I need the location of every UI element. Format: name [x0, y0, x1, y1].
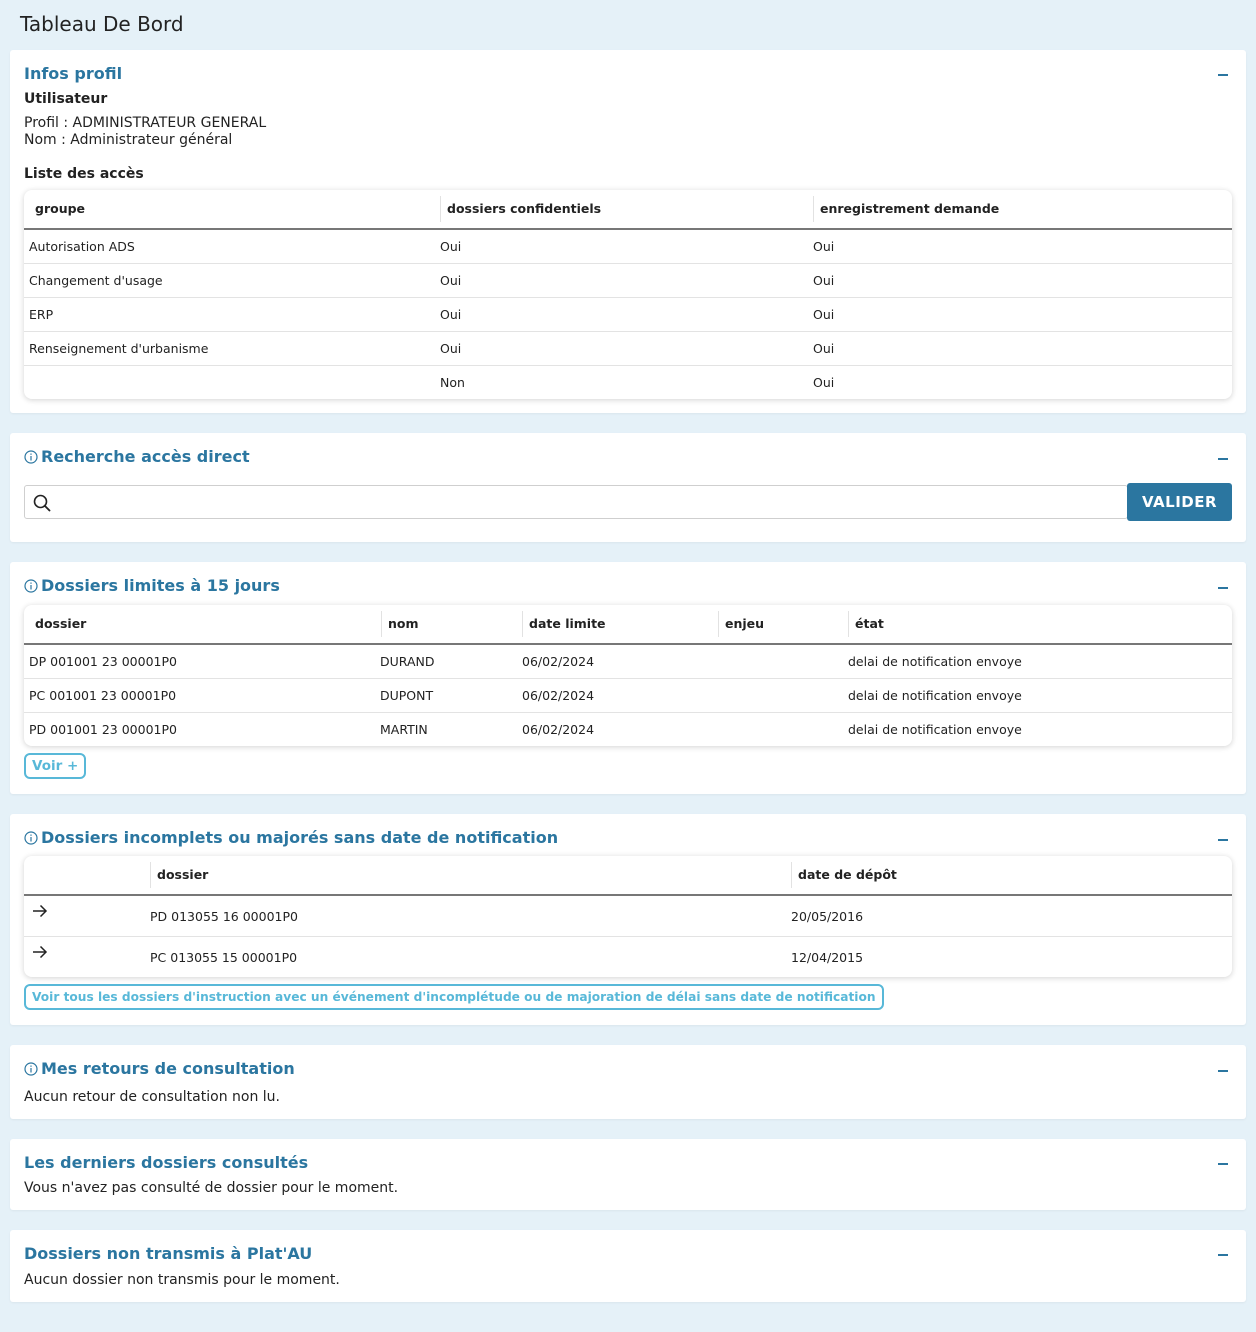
arrow-right-icon[interactable]: [32, 904, 48, 918]
collapse-recherche-button[interactable]: [1218, 458, 1228, 460]
table-header: [24, 605, 1232, 645]
table-row[interactable]: [24, 645, 1232, 679]
collapse-derniers-button[interactable]: [1218, 1163, 1228, 1165]
recherche-title: Recherche accès direct: [41, 447, 250, 466]
platau-panel: [10, 1230, 1246, 1302]
table-cell: DURAND: [380, 654, 435, 669]
table-cell: Autorisation ADS: [29, 239, 135, 254]
collapse-platau-button[interactable]: [1218, 1254, 1228, 1256]
table-cell: 06/02/2024: [522, 654, 595, 669]
info-icon: [24, 579, 38, 593]
table-cell: Oui: [440, 341, 462, 356]
table-header: [24, 856, 1232, 896]
table-row: [24, 332, 1232, 366]
collapse-incomplets-button[interactable]: [1218, 839, 1228, 841]
table-cell: delai de notification envoye: [848, 722, 1022, 737]
retours-title: Mes retours de consultation: [41, 1059, 295, 1078]
column-header: dossiers confidentiels: [440, 196, 601, 222]
search-field[interactable]: [24, 485, 1128, 519]
table-cell: 06/02/2024: [522, 688, 595, 703]
dossiers-incomplets-panel: [10, 814, 1246, 1025]
table-row[interactable]: [24, 713, 1232, 746]
acces-table: [24, 190, 1232, 399]
table-cell: Oui: [440, 239, 462, 254]
table-header: [24, 190, 1232, 230]
retours-consultation-panel: [10, 1045, 1246, 1119]
column-header: dossier: [35, 616, 87, 631]
table-cell: 12/04/2015: [791, 950, 864, 965]
platau-message: Aucun dossier non transmis pour le moment.: [24, 1272, 340, 1288]
column-header: nom: [381, 611, 419, 637]
incomplets-table: [24, 856, 1232, 977]
nom-line: Nom : Administrateur général: [24, 132, 233, 148]
table-cell: PC 013055 15 00001P0: [150, 950, 298, 965]
table-row: [24, 366, 1232, 399]
table-row: [24, 230, 1232, 264]
table-cell: Oui: [813, 273, 835, 288]
infos-profil-panel: [10, 50, 1246, 413]
limites-title-wrap: [24, 576, 280, 595]
column-header: dossier: [150, 862, 208, 888]
table-cell: Oui: [813, 341, 835, 356]
collapse-infos-profil-button[interactable]: [1218, 74, 1228, 76]
column-header: [29, 856, 35, 894]
arrow-right-icon[interactable]: [32, 945, 48, 959]
table-cell: Oui: [813, 239, 835, 254]
incomplets-title-wrap: [24, 828, 558, 847]
voir-plus-button[interactable]: Voir +: [24, 753, 86, 779]
search-input[interactable]: [61, 490, 1121, 514]
table-cell: PD 013055 16 00001P0: [150, 909, 298, 924]
column-header: état: [848, 611, 884, 637]
info-icon: [24, 831, 38, 845]
table-cell: delai de notification envoye: [848, 688, 1022, 703]
search-icon: [33, 494, 51, 512]
info-icon: [24, 450, 38, 464]
utilisateur-heading: Utilisateur: [24, 91, 108, 107]
table-row[interactable]: [24, 937, 1232, 977]
table-cell: 06/02/2024: [522, 722, 595, 737]
table-cell: PD 001001 23 00001P0: [29, 722, 177, 737]
table-cell: Renseignement d'urbanisme: [29, 341, 209, 356]
profil-line: Profil : ADMINISTRATEUR GENERAL: [24, 115, 267, 131]
voir-tous-dossiers-button[interactable]: Voir tous les dossiers d'instruction avec un événement d'incomplétude ou de majoration de délai sans date de notification: [24, 984, 884, 1010]
column-header: enregistrement demande: [813, 196, 999, 222]
derniers-dossiers-panel: [10, 1139, 1246, 1210]
column-header: date limite: [522, 611, 606, 637]
table-cell: Non: [440, 375, 465, 390]
table-cell: DP 001001 23 00001P0: [29, 654, 177, 669]
collapse-limites-button[interactable]: [1218, 587, 1228, 589]
table-row: [24, 264, 1232, 298]
table-cell: Oui: [813, 307, 835, 322]
table-cell: delai de notification envoye: [848, 654, 1022, 669]
table-cell: Oui: [440, 273, 462, 288]
limites-table: [24, 605, 1232, 746]
derniers-message: Vous n'avez pas consulté de dossier pour le moment.: [24, 1180, 399, 1196]
table-cell: PC 001001 23 00001P0: [29, 688, 177, 703]
recherche-panel: [10, 433, 1246, 542]
table-row[interactable]: [24, 896, 1232, 937]
limites-title: Dossiers limites à 15 jours: [41, 576, 280, 595]
table-cell: Changement d'usage: [29, 273, 163, 288]
column-header: date de dépôt: [791, 862, 897, 888]
table-cell: Oui: [440, 307, 462, 322]
recherche-title-wrap: [24, 447, 250, 466]
derniers-title: Les derniers dossiers consultés: [24, 1153, 309, 1172]
table-cell: DUPONT: [380, 688, 434, 703]
table-row: [24, 298, 1232, 332]
table-cell: 20/05/2016: [791, 909, 864, 924]
table-cell: Oui: [813, 375, 835, 390]
retours-title-wrap: [24, 1059, 295, 1078]
platau-title: Dossiers non transmis à Plat'AU: [24, 1244, 313, 1263]
collapse-retours-button[interactable]: [1218, 1070, 1228, 1072]
dossiers-limites-panel: [10, 562, 1246, 794]
retours-message: Aucun retour de consultation non lu.: [24, 1089, 280, 1105]
liste-acces-heading: Liste des accès: [24, 166, 144, 182]
column-header: enjeu: [718, 611, 764, 637]
info-icon: [24, 1062, 38, 1076]
table-cell: ERP: [29, 307, 54, 322]
infos-profil-title: Infos profil: [24, 64, 123, 83]
column-header: groupe: [35, 201, 86, 216]
incomplets-title: Dossiers incomplets ou majorés sans date de notification: [41, 828, 559, 847]
table-cell: MARTIN: [380, 722, 428, 737]
page-title: Tableau De Bord: [20, 12, 184, 36]
valider-button[interactable]: VALIDER: [1127, 483, 1232, 521]
table-row[interactable]: [24, 679, 1232, 713]
